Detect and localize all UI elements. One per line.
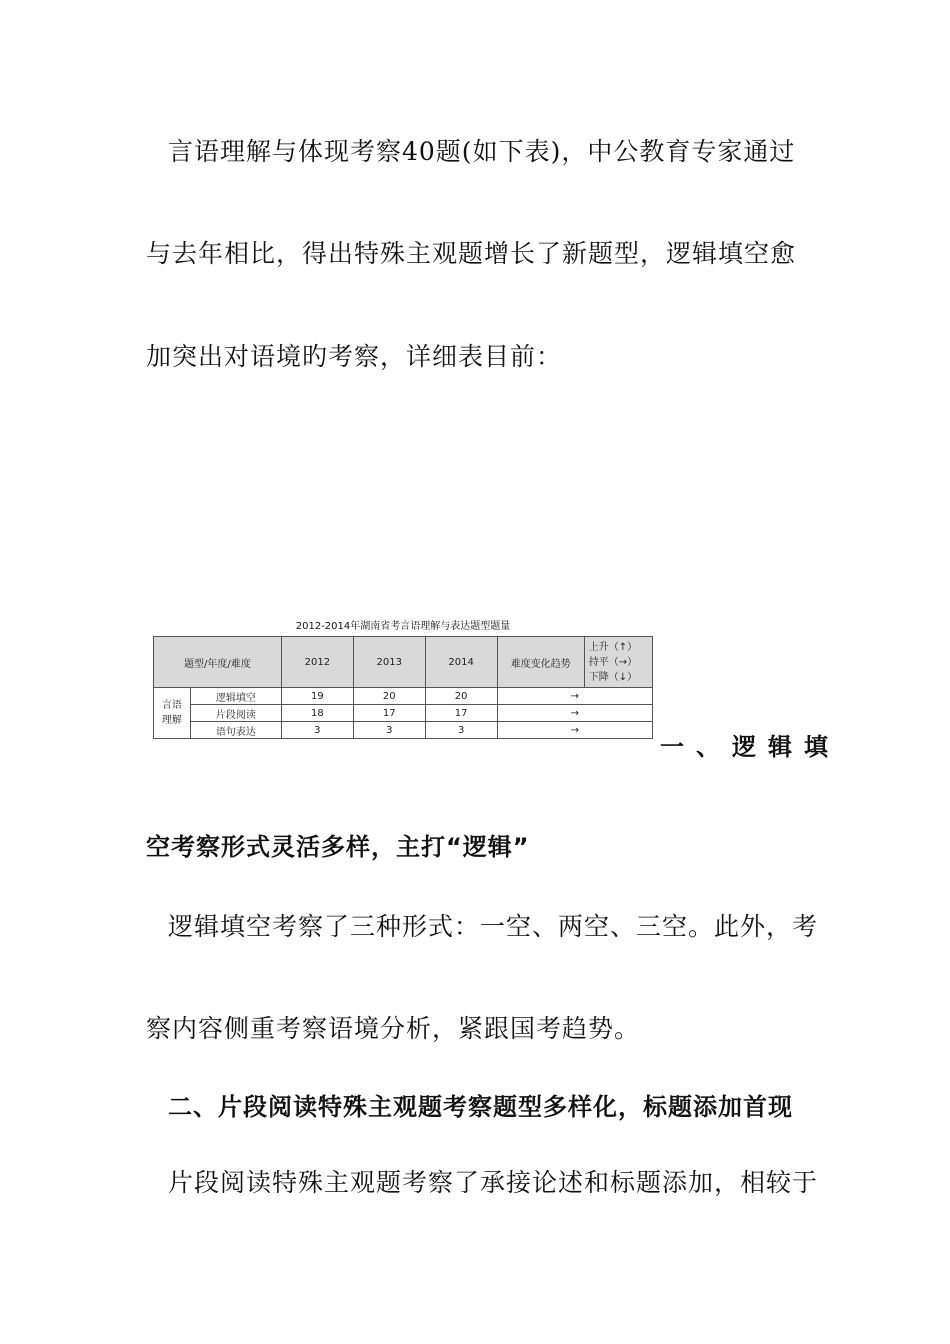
table-row — [154, 688, 653, 705]
header-2014: 2014 — [425, 637, 497, 688]
paragraph-line: 逻辑填空考察了三种形式：一空、两空、三空。此外，考 — [168, 912, 819, 941]
header-2012: 2012 — [281, 637, 353, 688]
section-heading: 二、片段阅读特殊主观题考察题型多样化，标题添加首现 — [168, 1093, 793, 1121]
paragraph-line: 片段阅读特殊主观题考察了承接论述和标题添加，相较于 — [168, 1168, 819, 1197]
row-2013: 3 — [353, 722, 425, 739]
paragraph-line: 加突出对语境旳考察，详细表目前： — [146, 342, 563, 371]
paragraph-line: 言语理解与体现考察40题(如下表)，中公教育专家通过 — [168, 137, 796, 166]
row-2013: 17 — [353, 705, 425, 722]
question-count-table — [153, 636, 653, 739]
category-cell — [154, 688, 191, 739]
paragraph-line: 察内容侧重考察语境分析，紧跟国考趋势。 — [146, 1014, 641, 1043]
paragraph-line: 与去年相比，得出特殊主观题增长了新题型，逻辑填空愈 — [146, 239, 797, 268]
data-table-figure — [153, 618, 653, 739]
row-trend: → — [497, 688, 652, 705]
row-2012: 3 — [281, 722, 353, 739]
category-label: 言语理解 — [161, 700, 182, 726]
table-row — [154, 705, 653, 722]
row-2012: 18 — [281, 705, 353, 722]
row-2014: 3 — [425, 722, 497, 739]
row-2014: 20 — [425, 688, 497, 705]
row-2014: 17 — [425, 705, 497, 722]
row-name: 逻辑填空 — [190, 688, 281, 705]
row-name: 片段阅读 — [190, 705, 281, 722]
legend-up: 上升（↑） — [588, 641, 638, 653]
table-row — [154, 722, 653, 739]
header-2013: 2013 — [353, 637, 425, 688]
header-trend: 难度变化趋势 — [497, 637, 584, 688]
table-header-row — [154, 637, 653, 688]
header-type: 题型/年度/难度 — [154, 637, 282, 688]
section-heading: 空考察形式灵活多样，主打“逻辑” — [146, 833, 530, 861]
section-heading: 一、逻辑填 — [660, 733, 840, 761]
row-trend: → — [497, 722, 652, 739]
legend-flat: 持平（→） — [588, 656, 638, 668]
row-name: 语句表达 — [190, 722, 281, 739]
legend-down: 下降（↓） — [588, 671, 638, 683]
header-legend — [584, 637, 652, 688]
row-trend: → — [497, 705, 652, 722]
table-title: 2012-2014年湖南省考言语理解与表达题型题量 — [295, 621, 511, 632]
row-2012: 19 — [281, 688, 353, 705]
row-2013: 20 — [353, 688, 425, 705]
